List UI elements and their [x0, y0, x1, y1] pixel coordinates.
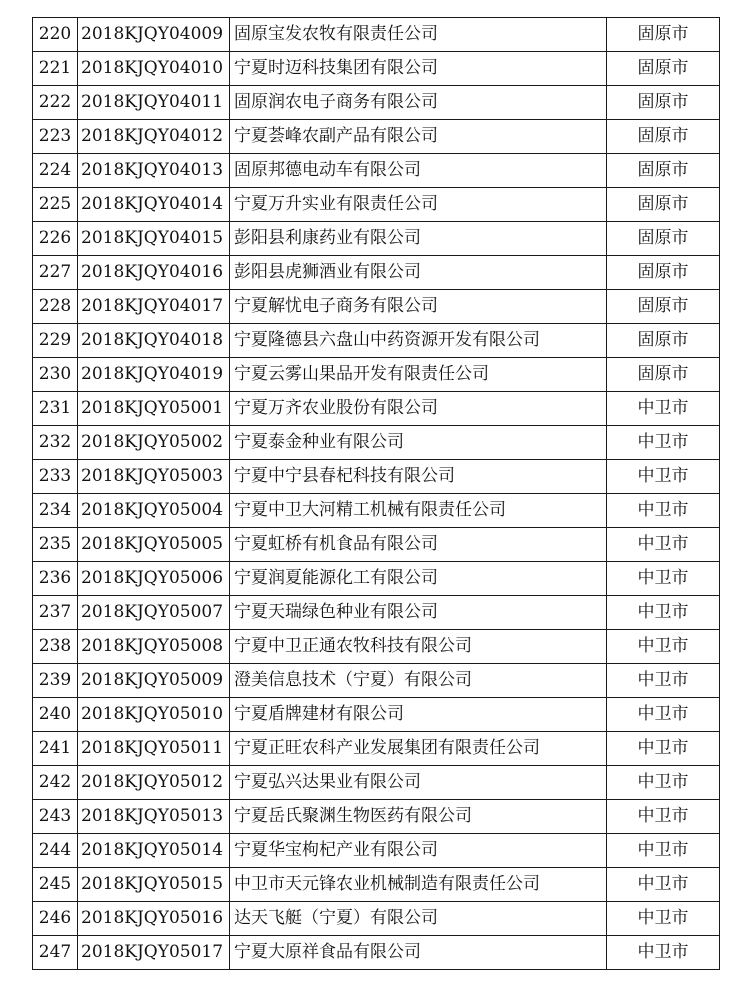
table-row: [33, 222, 720, 256]
company-name-cell: 宁夏盾牌建材有限公司: [230, 698, 607, 732]
table-row: [33, 596, 720, 630]
city-cell: 中卫市: [607, 868, 720, 902]
table-row: [33, 120, 720, 154]
city-cell: 固原市: [607, 154, 720, 188]
project-code-cell: 2018KJQY04010: [78, 52, 230, 86]
project-code-cell: 2018KJQY04009: [78, 18, 230, 52]
table-row: [33, 188, 720, 222]
project-code-cell: 2018KJQY05008: [78, 630, 230, 664]
table-row: [33, 834, 720, 868]
company-name-cell: 宁夏华宝枸杞产业有限公司: [230, 834, 607, 868]
city-cell: 固原市: [607, 290, 720, 324]
row-number-cell: 227: [33, 256, 78, 290]
row-number-cell: 232: [33, 426, 78, 460]
row-number-cell: 230: [33, 358, 78, 392]
row-number-cell: 237: [33, 596, 78, 630]
project-code-cell: 2018KJQY04012: [78, 120, 230, 154]
company-name-cell: 宁夏天瑞绿色种业有限公司: [230, 596, 607, 630]
company-name-cell: 宁夏云雾山果品开发有限责任公司: [230, 358, 607, 392]
company-name-cell: 宁夏弘兴达果业有限公司: [230, 766, 607, 800]
row-number-cell: 247: [33, 936, 78, 970]
project-code-cell: 2018KJQY04015: [78, 222, 230, 256]
row-number-cell: 241: [33, 732, 78, 766]
table-row: [33, 936, 720, 970]
city-cell: 中卫市: [607, 392, 720, 426]
city-cell: 中卫市: [607, 494, 720, 528]
table-row: [33, 902, 720, 936]
project-code-cell: 2018KJQY05011: [78, 732, 230, 766]
row-number-cell: 222: [33, 86, 78, 120]
company-name-cell: 澄美信息技术（宁夏）有限公司: [230, 664, 607, 698]
row-number-cell: 235: [33, 528, 78, 562]
row-number-cell: 242: [33, 766, 78, 800]
company-name-cell: 宁夏荟峰农副产品有限公司: [230, 120, 607, 154]
project-code-cell: 2018KJQY05004: [78, 494, 230, 528]
row-number-cell: 233: [33, 460, 78, 494]
row-number-cell: 238: [33, 630, 78, 664]
company-name-cell: 宁夏中宁县春杞科技有限公司: [230, 460, 607, 494]
table-row: [33, 698, 720, 732]
city-cell: 固原市: [607, 18, 720, 52]
city-cell: 中卫市: [607, 766, 720, 800]
table-row: [33, 868, 720, 902]
project-code-cell: 2018KJQY05003: [78, 460, 230, 494]
table-row: [33, 426, 720, 460]
project-code-cell: 2018KJQY05009: [78, 664, 230, 698]
table-row: [33, 154, 720, 188]
row-number-cell: 229: [33, 324, 78, 358]
row-number-cell: 246: [33, 902, 78, 936]
city-cell: 中卫市: [607, 800, 720, 834]
table-row: [33, 460, 720, 494]
table-row: [33, 562, 720, 596]
table-row: [33, 494, 720, 528]
row-number-cell: 223: [33, 120, 78, 154]
project-code-cell: 2018KJQY04017: [78, 290, 230, 324]
company-name-cell: 宁夏正旺农科产业发展集团有限责任公司: [230, 732, 607, 766]
city-cell: 中卫市: [607, 630, 720, 664]
company-name-cell: 彭阳县虎狮酒业有限公司: [230, 256, 607, 290]
project-code-cell: 2018KJQY04014: [78, 188, 230, 222]
table-row: [33, 766, 720, 800]
row-number-cell: 224: [33, 154, 78, 188]
city-cell: 固原市: [607, 222, 720, 256]
project-code-cell: 2018KJQY04011: [78, 86, 230, 120]
company-name-cell: 宁夏隆德县六盘山中药资源开发有限公司: [230, 324, 607, 358]
project-code-cell: 2018KJQY05012: [78, 766, 230, 800]
table-row: [33, 800, 720, 834]
row-number-cell: 243: [33, 800, 78, 834]
company-name-cell: 宁夏虹桥有机食品有限公司: [230, 528, 607, 562]
project-code-cell: 2018KJQY05013: [78, 800, 230, 834]
company-name-cell: 达天飞艇（宁夏）有限公司: [230, 902, 607, 936]
city-cell: 中卫市: [607, 562, 720, 596]
company-name-cell: 宁夏大原祥食品有限公司: [230, 936, 607, 970]
project-code-cell: 2018KJQY05001: [78, 392, 230, 426]
row-number-cell: 236: [33, 562, 78, 596]
city-cell: 中卫市: [607, 834, 720, 868]
project-code-cell: 2018KJQY05010: [78, 698, 230, 732]
company-name-cell: 宁夏中卫正通农牧科技有限公司: [230, 630, 607, 664]
company-name-cell: 固原宝发农牧有限责任公司: [230, 18, 607, 52]
city-cell: 固原市: [607, 52, 720, 86]
city-cell: 固原市: [607, 256, 720, 290]
table-body: [33, 18, 720, 970]
company-name-cell: 宁夏泰金种业有限公司: [230, 426, 607, 460]
table-row: [33, 256, 720, 290]
company-name-cell: 宁夏润夏能源化工有限公司: [230, 562, 607, 596]
company-name-cell: 宁夏解忧电子商务有限公司: [230, 290, 607, 324]
city-cell: 中卫市: [607, 460, 720, 494]
company-name-cell: 宁夏中卫大河精工机械有限责任公司: [230, 494, 607, 528]
row-number-cell: 220: [33, 18, 78, 52]
row-number-cell: 234: [33, 494, 78, 528]
city-cell: 中卫市: [607, 732, 720, 766]
city-cell: 中卫市: [607, 902, 720, 936]
company-name-cell: 宁夏岳氏聚渊生物医药有限公司: [230, 800, 607, 834]
city-cell: 中卫市: [607, 936, 720, 970]
table-row: [33, 324, 720, 358]
project-code-cell: 2018KJQY04016: [78, 256, 230, 290]
city-cell: 固原市: [607, 324, 720, 358]
city-cell: 固原市: [607, 86, 720, 120]
table-row: [33, 392, 720, 426]
table-row: [33, 18, 720, 52]
project-code-cell: 2018KJQY05002: [78, 426, 230, 460]
project-code-cell: 2018KJQY05007: [78, 596, 230, 630]
city-cell: 固原市: [607, 358, 720, 392]
project-code-cell: 2018KJQY05006: [78, 562, 230, 596]
company-name-cell: 固原邦德电动车有限公司: [230, 154, 607, 188]
row-number-cell: 240: [33, 698, 78, 732]
company-name-cell: 彭阳县利康药业有限公司: [230, 222, 607, 256]
row-number-cell: 226: [33, 222, 78, 256]
table-row: [33, 290, 720, 324]
row-number-cell: 225: [33, 188, 78, 222]
company-name-cell: 宁夏万升实业有限责任公司: [230, 188, 607, 222]
city-cell: 中卫市: [607, 664, 720, 698]
city-cell: 中卫市: [607, 426, 720, 460]
table-row: [33, 358, 720, 392]
project-code-cell: 2018KJQY05017: [78, 936, 230, 970]
city-cell: 中卫市: [607, 528, 720, 562]
table-row: [33, 630, 720, 664]
company-name-cell: 中卫市天元锋农业机械制造有限责任公司: [230, 868, 607, 902]
row-number-cell: 245: [33, 868, 78, 902]
enterprise-table: [32, 17, 720, 970]
row-number-cell: 239: [33, 664, 78, 698]
city-cell: 固原市: [607, 120, 720, 154]
table-row: [33, 732, 720, 766]
table-row: [33, 52, 720, 86]
row-number-cell: 244: [33, 834, 78, 868]
city-cell: 中卫市: [607, 596, 720, 630]
project-code-cell: 2018KJQY05016: [78, 902, 230, 936]
table-row: [33, 664, 720, 698]
company-name-cell: 宁夏万齐农业股份有限公司: [230, 392, 607, 426]
city-cell: 固原市: [607, 188, 720, 222]
project-code-cell: 2018KJQY05015: [78, 868, 230, 902]
row-number-cell: 221: [33, 52, 78, 86]
project-code-cell: 2018KJQY05014: [78, 834, 230, 868]
company-name-cell: 固原润农电子商务有限公司: [230, 86, 607, 120]
project-code-cell: 2018KJQY04018: [78, 324, 230, 358]
project-code-cell: 2018KJQY04013: [78, 154, 230, 188]
company-name-cell: 宁夏时迈科技集团有限公司: [230, 52, 607, 86]
project-code-cell: 2018KJQY05005: [78, 528, 230, 562]
table-row: [33, 528, 720, 562]
row-number-cell: 228: [33, 290, 78, 324]
project-code-cell: 2018KJQY04019: [78, 358, 230, 392]
table-row: [33, 86, 720, 120]
city-cell: 中卫市: [607, 698, 720, 732]
row-number-cell: 231: [33, 392, 78, 426]
